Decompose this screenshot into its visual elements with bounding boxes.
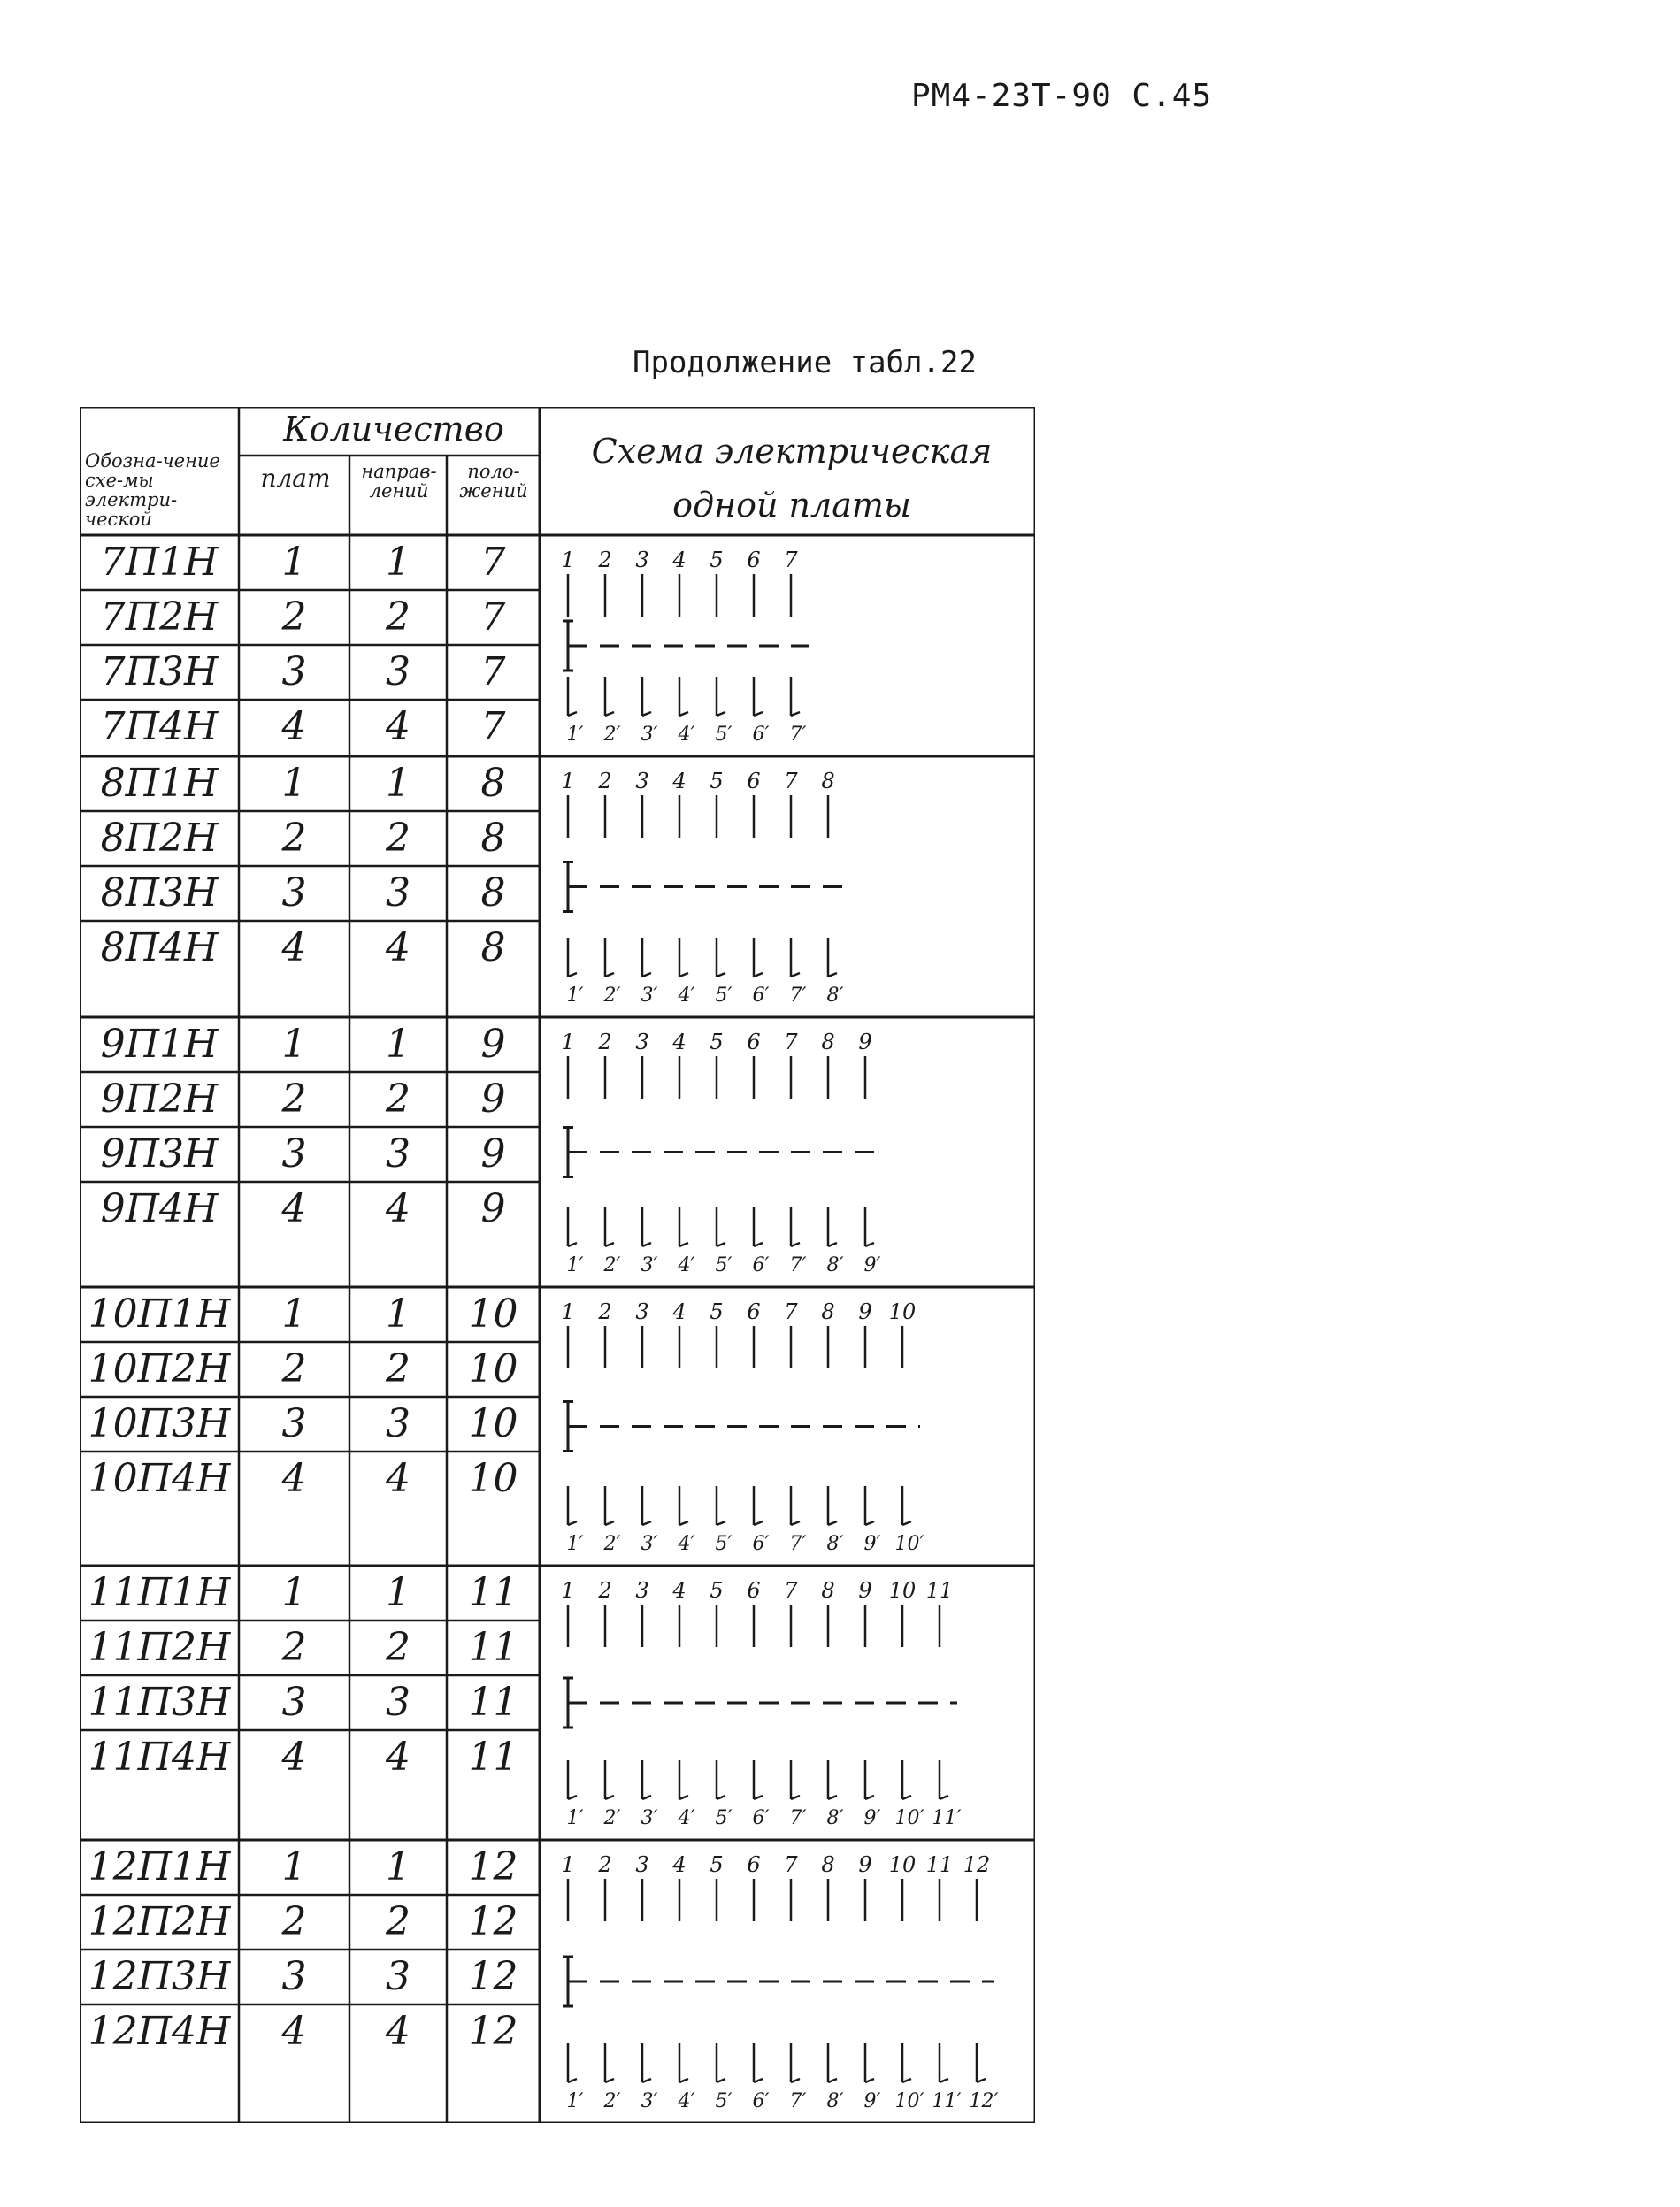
contact-pin-foot [791, 2079, 800, 2082]
contact-label: 8 [821, 1578, 835, 1603]
contact-label: 4′ [678, 985, 695, 1007]
row-positions: 12 [468, 2009, 518, 2054]
contact-label: 5′ [715, 1807, 733, 1829]
contact-pin-foot [828, 1521, 837, 1525]
row-plates: 2 [281, 1346, 307, 1391]
contact-pin-foot [717, 1521, 725, 1525]
contact-label: 4 [672, 548, 687, 572]
contact-label: 2 [598, 548, 612, 572]
contact-label: 1′ [566, 1533, 584, 1555]
contact-label: 3′ [641, 2090, 658, 2112]
row-plates: 1 [281, 1022, 307, 1067]
contact-pin-foot [754, 1521, 763, 1525]
contact-label: 4 [672, 1578, 687, 1603]
contact-pin-foot [605, 973, 614, 977]
contact-pin-foot [717, 973, 725, 977]
row-plates: 3 [281, 870, 307, 916]
row-positions: 10 [468, 1401, 518, 1446]
contact-label: 1 [561, 1030, 575, 1054]
contact-label: 12 [963, 1852, 991, 1877]
row-designation: 9П2Н [100, 1077, 219, 1122]
row-directions: 3 [386, 1954, 410, 1999]
row-directions: 1 [386, 761, 410, 806]
row-positions: 7 [480, 540, 506, 585]
row-positions: 9 [480, 1186, 506, 1231]
row-directions: 3 [386, 649, 410, 694]
contact-label: 9 [858, 1578, 872, 1603]
row-plates: 2 [281, 1077, 307, 1122]
row-positions: 7 [480, 704, 506, 749]
contact-label: 2 [598, 1852, 612, 1877]
row-positions: 8 [480, 925, 506, 970]
row-designation: 9П1Н [100, 1022, 219, 1067]
contact-pin-foot [791, 1521, 800, 1525]
row-designation: 10П1Н [88, 1291, 231, 1337]
contact-pin-foot [865, 1796, 874, 1799]
row-designation: 7П1Н [100, 540, 219, 585]
row-plates: 4 [281, 925, 307, 970]
row-directions: 2 [386, 816, 410, 861]
contact-pin-foot [568, 1521, 577, 1525]
contact-pin-foot [605, 1796, 614, 1799]
contact-label: 6′ [752, 985, 770, 1007]
row-positions: 8 [480, 816, 506, 861]
row-positions: 10 [468, 1291, 518, 1337]
contact-label: 4 [672, 1030, 687, 1054]
contact-label: 1 [561, 1299, 575, 1324]
contact-pin-foot [717, 1243, 725, 1246]
row-designation: 7П4Н [100, 704, 219, 749]
contact-label: 8′ [826, 2090, 844, 2112]
contact-label: 7′ [789, 1254, 807, 1276]
row-designation: 12П3Н [88, 1954, 231, 1999]
row-positions: 12 [468, 1899, 518, 1944]
contact-label: 9′ [863, 1254, 881, 1276]
contact-label: 8′ [826, 1254, 844, 1276]
row-directions: 4 [386, 1456, 410, 1501]
row-designation: 11П3Н [88, 1680, 231, 1725]
row-plates: 4 [281, 1456, 307, 1501]
contact-label: 8′ [826, 1533, 844, 1555]
row-designation: 9П4Н [100, 1186, 219, 1231]
row-directions: 4 [386, 1735, 410, 1780]
contact-label: 3′ [641, 1254, 658, 1276]
contact-label: 10 [888, 1852, 917, 1877]
row-plates: 3 [281, 1131, 307, 1176]
contact-label: 8 [821, 1030, 835, 1054]
row-directions: 3 [386, 870, 410, 916]
row-plates: 1 [281, 1570, 307, 1615]
contact-label: 2 [598, 1578, 612, 1603]
contact-pin-foot [642, 1521, 651, 1525]
row-plates: 1 [281, 1291, 307, 1337]
contact-label: 7 [784, 1578, 798, 1603]
contact-pin-foot [717, 1796, 725, 1799]
contact-pin-foot [679, 1521, 688, 1525]
table-caption: Продолжение табл.22 [633, 345, 977, 380]
row-plates: 3 [281, 649, 307, 694]
contact-label: 1′ [566, 1254, 584, 1276]
contact-label: 1 [561, 1578, 575, 1603]
contact-label: 1 [561, 1852, 575, 1877]
contact-label: 2′ [603, 1807, 621, 1829]
contact-label: 10 [888, 1299, 917, 1324]
header-directions: направ-лений [361, 461, 437, 502]
row-designation: 11П1Н [88, 1570, 231, 1615]
row-positions: 9 [480, 1131, 506, 1176]
page-header: РМ4-23Т-90 С.45 [911, 78, 1213, 114]
contact-label: 10 [888, 1578, 917, 1603]
contact-label: 4′ [678, 724, 695, 746]
row-positions: 8 [480, 870, 506, 916]
contact-pin-foot [642, 2079, 651, 2082]
contact-pin-foot [828, 1796, 837, 1799]
contact-pin-foot [791, 1243, 800, 1246]
contact-pin-foot [865, 1521, 874, 1525]
row-positions: 12 [468, 1954, 518, 1999]
row-designation: 12П2Н [88, 1899, 231, 1944]
row-directions: 2 [386, 1625, 410, 1670]
contact-pin-foot [754, 1243, 763, 1246]
contact-label: 8′ [826, 1807, 844, 1829]
row-plates: 2 [281, 1625, 307, 1670]
row-designation: 12П4Н [88, 2009, 231, 2054]
row-directions: 3 [386, 1131, 410, 1176]
contact-label: 3 [635, 1299, 649, 1324]
contact-pin-foot [717, 712, 725, 716]
row-directions: 3 [386, 1680, 410, 1725]
row-directions: 2 [386, 594, 410, 640]
contact-pin-foot [791, 712, 800, 716]
contact-label: 4′ [678, 1533, 695, 1555]
contact-label: 10′ [894, 1533, 924, 1555]
contact-pin-foot [679, 973, 688, 977]
contact-pin-foot [605, 1521, 614, 1525]
contact-label: 4′ [678, 2090, 695, 2112]
row-plates: 4 [281, 1186, 307, 1231]
contact-label: 11 [925, 1578, 954, 1603]
contact-label: 2′ [603, 724, 621, 746]
contact-label: 2 [598, 769, 612, 793]
contact-label: 4 [672, 769, 687, 793]
row-designation: 11П2Н [88, 1625, 231, 1670]
row-designation: 8П1Н [100, 761, 219, 806]
contact-label: 9′ [863, 1807, 881, 1829]
contact-label: 5 [710, 1030, 724, 1054]
row-positions: 11 [468, 1735, 518, 1780]
row-plates: 4 [281, 2009, 307, 2054]
contact-label: 4′ [678, 1254, 695, 1276]
contact-pin-foot [791, 1796, 800, 1799]
contact-label: 7 [784, 1852, 798, 1877]
contact-label: 2 [598, 1299, 612, 1324]
contact-label: 8′ [826, 985, 844, 1007]
contact-label: 10′ [894, 2090, 924, 2112]
contact-label: 1′ [566, 1807, 584, 1829]
row-directions: 2 [386, 1077, 410, 1122]
contact-label: 7′ [789, 1807, 807, 1829]
row-directions: 1 [386, 1844, 410, 1889]
contact-label: 6′ [752, 724, 770, 746]
contact-pin-foot [791, 973, 800, 977]
row-directions: 3 [386, 1401, 410, 1446]
row-designation: 8П2Н [100, 816, 219, 861]
contact-label: 5′ [715, 2090, 733, 2112]
row-positions: 11 [468, 1625, 518, 1670]
row-directions: 4 [386, 2009, 410, 2054]
contact-label: 1′ [566, 724, 584, 746]
contact-label: 1′ [566, 985, 584, 1007]
row-plates: 3 [281, 1401, 307, 1446]
contact-pin-foot [754, 712, 763, 716]
contact-label: 1′ [566, 2090, 584, 2112]
row-designation: 8П3Н [100, 870, 219, 916]
row-plates: 1 [281, 761, 307, 806]
contact-label: 6 [747, 1030, 761, 1054]
row-positions: 10 [468, 1456, 518, 1501]
contact-label: 3′ [641, 724, 658, 746]
contact-pin-foot [902, 1521, 911, 1525]
contact-label: 5′ [715, 1533, 733, 1555]
contact-label: 2′ [603, 985, 621, 1007]
contact-label: 3 [635, 1578, 649, 1603]
contact-label: 10′ [894, 1807, 924, 1829]
row-designation: 12П1Н [88, 1844, 231, 1889]
contact-label: 5 [710, 1299, 724, 1324]
contact-label: 6 [747, 1852, 761, 1877]
contact-pin-foot [679, 2079, 688, 2082]
row-plates: 2 [281, 816, 307, 861]
contact-label: 9 [858, 1030, 872, 1054]
contact-pin-foot [605, 1243, 614, 1246]
contact-pin-foot [754, 973, 763, 977]
contact-label: 8 [821, 1299, 835, 1324]
contact-label: 2′ [603, 2090, 621, 2112]
row-plates: 4 [281, 1735, 307, 1780]
contact-label: 5 [710, 1852, 724, 1877]
row-directions: 1 [386, 1022, 410, 1067]
row-directions: 4 [386, 1186, 410, 1231]
row-plates: 4 [281, 704, 307, 749]
row-plates: 1 [281, 1844, 307, 1889]
contact-label: 3 [635, 548, 649, 572]
contact-label: 7 [784, 548, 798, 572]
contact-label: 6 [747, 548, 761, 572]
contact-label: 11 [925, 1852, 954, 1877]
contact-pin-foot [865, 1243, 874, 1246]
contact-pin-foot [679, 1796, 688, 1799]
contact-pin-foot [940, 2079, 948, 2082]
header-plates: плат [260, 464, 331, 493]
row-positions: 12 [468, 1844, 518, 1889]
row-plates: 3 [281, 1680, 307, 1725]
contact-label: 7 [784, 1030, 798, 1054]
contact-label: 5′ [715, 724, 733, 746]
row-positions: 11 [468, 1680, 518, 1725]
contact-pin-foot [642, 712, 651, 716]
row-designation: 10П4Н [88, 1456, 231, 1501]
row-directions: 2 [386, 1346, 410, 1391]
row-positions: 7 [480, 594, 506, 640]
contact-label: 9 [858, 1299, 872, 1324]
contact-pin-foot [865, 2079, 874, 2082]
row-designation: 9П3Н [100, 1131, 219, 1176]
contact-label: 3′ [641, 1533, 658, 1555]
row-directions: 1 [386, 1570, 410, 1615]
contact-label: 11′ [932, 1807, 962, 1829]
row-designation: 11П4Н [88, 1735, 231, 1780]
contact-pin-foot [568, 1796, 577, 1799]
contact-label: 9′ [863, 2090, 881, 2112]
row-designation: 7П3Н [100, 649, 219, 694]
row-directions: 1 [386, 540, 410, 585]
row-plates: 2 [281, 1899, 307, 1944]
contact-label: 6′ [752, 1254, 770, 1276]
contact-label: 4 [672, 1299, 687, 1324]
contact-label: 2′ [603, 1533, 621, 1555]
contact-label: 5 [710, 548, 724, 572]
row-positions: 11 [468, 1570, 518, 1615]
header-designation: Обозна-чение схе-мы электри-ческой [85, 450, 220, 531]
row-positions: 10 [468, 1346, 518, 1391]
contact-label: 4′ [678, 1807, 695, 1829]
contact-pin-foot [568, 712, 577, 716]
row-positions: 8 [480, 761, 506, 806]
contact-pin-foot [940, 1796, 948, 1799]
contact-pin-foot [568, 1243, 577, 1246]
contact-label: 5′ [715, 985, 733, 1007]
row-positions: 9 [480, 1077, 506, 1122]
contact-pin-foot [679, 712, 688, 716]
contact-pin-foot [754, 1796, 763, 1799]
contact-pin-foot [902, 2079, 911, 2082]
contact-label: 6 [747, 1299, 761, 1324]
row-plates: 3 [281, 1954, 307, 1999]
contact-pin-foot [828, 2079, 837, 2082]
row-plates: 1 [281, 540, 307, 585]
contact-pin-foot [642, 973, 651, 977]
header-quantity: Количество [283, 410, 504, 448]
contact-label: 3 [635, 1852, 649, 1877]
row-designation: 10П2Н [88, 1346, 231, 1391]
row-positions: 7 [480, 649, 506, 694]
contact-pin-foot [717, 2079, 725, 2082]
contact-label: 6 [747, 1578, 761, 1603]
contact-label: 1 [561, 548, 575, 572]
header-scheme: Схема электрическая одной платы [591, 432, 993, 525]
row-directions: 4 [386, 925, 410, 970]
contact-label: 7′ [789, 2090, 807, 2112]
contact-label: 3′ [641, 985, 658, 1007]
contact-pin-foot [642, 1796, 651, 1799]
contact-pin-foot [902, 1796, 911, 1799]
contact-pin-foot [828, 1243, 837, 1246]
row-plates: 2 [281, 594, 307, 640]
contact-label: 7′ [789, 985, 807, 1007]
contact-pin-foot [568, 973, 577, 977]
contact-pin-foot [754, 2079, 763, 2082]
row-designation: 10П3Н [88, 1401, 231, 1446]
contact-label: 6′ [752, 1533, 770, 1555]
contact-label: 6 [747, 769, 761, 793]
contact-label: 7 [784, 769, 798, 793]
contact-label: 7′ [789, 724, 807, 746]
contact-label: 8 [821, 769, 835, 793]
row-designation: 8П4Н [100, 925, 219, 970]
table [80, 407, 1035, 2123]
row-positions: 9 [480, 1022, 506, 1067]
contact-pin-foot [977, 2079, 986, 2082]
contact-label: 9 [858, 1852, 872, 1877]
row-directions: 1 [386, 1291, 410, 1337]
contact-pin-foot [605, 2079, 614, 2082]
contact-label: 4 [672, 1852, 687, 1877]
row-directions: 4 [386, 704, 410, 749]
contact-label: 8 [821, 1852, 835, 1877]
contact-pin-foot [642, 1243, 651, 1246]
contact-label: 3 [635, 1030, 649, 1054]
row-designation: 7П2Н [100, 594, 219, 640]
contact-label: 2′ [603, 1254, 621, 1276]
contact-label: 9′ [863, 1533, 881, 1555]
contact-label: 3′ [641, 1807, 658, 1829]
contact-label: 6′ [752, 2090, 770, 2112]
contact-pin-foot [605, 712, 614, 716]
contact-label: 7′ [789, 1533, 807, 1555]
row-directions: 2 [386, 1899, 410, 1944]
contact-label: 12′ [969, 2090, 999, 2112]
contact-label: 7 [784, 1299, 798, 1324]
contact-label: 1 [561, 769, 575, 793]
contact-label: 11′ [932, 2090, 962, 2112]
contact-label: 2 [598, 1030, 612, 1054]
contact-pin-foot [568, 2079, 577, 2082]
contact-pin-foot [828, 973, 837, 977]
contact-label: 3 [635, 769, 649, 793]
contact-label: 5′ [715, 1254, 733, 1276]
contact-label: 6′ [752, 1807, 770, 1829]
header-positions: поло-жений [459, 461, 528, 502]
contact-label: 5 [710, 1578, 724, 1603]
contact-pin-foot [679, 1243, 688, 1246]
contact-label: 5 [710, 769, 724, 793]
